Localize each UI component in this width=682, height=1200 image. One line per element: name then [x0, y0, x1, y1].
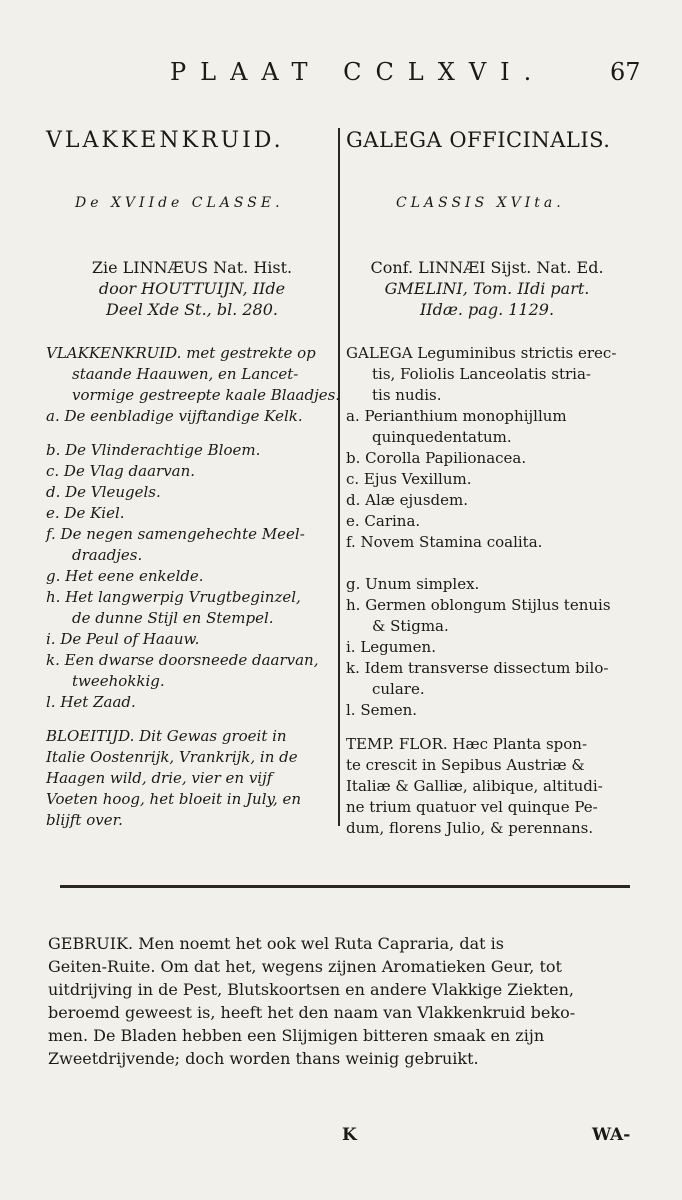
part-item: i. Legumen.: [346, 638, 436, 656]
description-line: tis, Foliolis Lanceolatis stria-: [372, 365, 591, 383]
part-item: d. Alæ ejusdem.: [346, 491, 468, 509]
reference-line: Deel Xde St., bl. 280.: [106, 300, 278, 319]
part-item: f. De negen samengehechte Meel-: [46, 525, 305, 543]
part-item: c. De Vlag daarvan.: [46, 462, 196, 480]
usage-line: uitdrijving in de Pest, Blutskoortsen en andere Vlakkige Ziekten,: [48, 980, 574, 999]
description-line: tis nudis.: [372, 386, 442, 404]
part-item: b. Corolla Papilionacea.: [346, 449, 527, 467]
page-number: 67: [610, 58, 641, 86]
latin-reference: [346, 257, 628, 320]
horizontal-rule: [60, 885, 630, 888]
description-line: VLAKKENKRUID. met gestrekte op: [46, 344, 316, 362]
dutch-reference: [52, 257, 332, 320]
tempflor-line: TEMP. FLOR. Hæc Planta spon-: [346, 735, 588, 753]
dutch-class: De XVIIde CLASSE.: [75, 195, 284, 211]
running-title: PLAAT CCLXVI.: [170, 58, 546, 86]
usage-line: men. De Bladen hebben een Slijmigen bitteren smaak en zijn: [48, 1026, 545, 1045]
part-item-cont: quinquedentatum.: [372, 428, 512, 446]
part-item: g. Het eene enkelde.: [46, 567, 204, 585]
part-item: a. Perianthium monophijllum: [346, 407, 567, 425]
part-item: k. Idem transverse dissectum bilo-: [346, 659, 609, 677]
part-item: e. Carina.: [346, 512, 421, 530]
column-divider: [338, 128, 340, 826]
bloeitijd-line: blijft over.: [46, 811, 123, 829]
part-item: k. Een dwarse doorsneede daarvan,: [46, 651, 319, 669]
part-item: d. De Vleugels.: [46, 483, 161, 501]
usage-paragraph: [48, 932, 638, 1070]
reference-line: Conf. LINNÆI Sijst. Nat. Ed.: [370, 258, 604, 277]
catchword: WA-: [592, 1125, 631, 1145]
bloeitijd-line: Voeten hoog, het bloeit in July, en: [46, 790, 302, 808]
part-item-cont: culare.: [372, 680, 425, 698]
dutch-title: VLAKKENKRUID.: [46, 128, 284, 153]
bloeitijd-line: Haagen wild, drie, vier en vijf: [46, 769, 273, 787]
reference-line: Zie LINNÆUS Nat. Hist.: [91, 258, 293, 277]
part-item-cont: de dunne Stijl en Stempel.: [72, 609, 274, 627]
reference-line: GMELINI, Tom. IIdi part.: [384, 279, 590, 298]
part-item: h. Het langwerpig Vrugtbeginzel,: [46, 588, 301, 606]
signature-mark: K: [342, 1125, 357, 1145]
part-item-cont: draadjes.: [72, 546, 143, 564]
part-item: c. Ejus Vexillum.: [346, 470, 472, 488]
part-item: f. Novem Stamina coalita.: [346, 533, 543, 551]
bloeitijd-line: BLOEITIJD. Dit Gewas groeit in: [46, 727, 287, 745]
part-item: l. Het Zaad.: [46, 693, 136, 711]
part-item: h. Germen oblongum Stijlus tenuis: [346, 596, 611, 614]
description-line: vormige gestreepte kaale Blaadjes.: [72, 386, 341, 404]
part-item: e. De Kiel.: [46, 504, 125, 522]
tempflor-line: ne trium quatuor vel quinque Pe-: [346, 798, 598, 816]
tempflor-line: dum, florens Julio, & perennans.: [346, 819, 594, 837]
tempflor-line: te crescit in Sepibus Austriæ &: [346, 756, 585, 774]
part-item: b. De Vlinderachtige Bloem.: [46, 441, 261, 459]
part-item: a. De eenbladige vijftandige Kelk.: [46, 407, 303, 425]
latin-column: [346, 343, 636, 839]
part-item-cont: & Stigma.: [372, 617, 449, 635]
description-line: staande Haauwen, en Lancet-: [72, 365, 299, 383]
reference-line: door HOUTTUIJN, IIde: [98, 279, 286, 298]
reference-line: IIdæ. pag. 1129.: [419, 300, 555, 319]
latin-title: GALEGA OFFICINALIS.: [346, 128, 611, 152]
usage-line: GEBRUIK. Men noemt het ook wel Ruta Capraria, dat is: [48, 934, 504, 953]
dutch-column: [46, 343, 341, 831]
usage-line: Geiten-Ruite. Om dat het, wegens zijnen Aromatieken Geur, tot: [48, 957, 562, 976]
part-item: l. Semen.: [346, 701, 418, 719]
part-item: i. De Peul of Haauw.: [46, 630, 200, 648]
usage-line: Zweetdrijvende; doch worden thans weinig gebruikt.: [48, 1049, 479, 1068]
bloeitijd-line: Italie Oostenrijk, Vrankrijk, in de: [46, 748, 298, 766]
usage-line: beroemd geweest is, heeft het den naam van Vlakkenkruid beko-: [48, 1003, 576, 1022]
part-item-cont: tweehokkig.: [72, 672, 165, 690]
tempflor-line: Italiæ & Galliæ, alibique, altitudi-: [346, 777, 603, 795]
description-line: GALEGA Leguminibus strictis erec-: [346, 344, 617, 362]
latin-class: CLASSIS XVIta.: [396, 195, 565, 211]
part-item: g. Unum simplex.: [346, 575, 480, 593]
